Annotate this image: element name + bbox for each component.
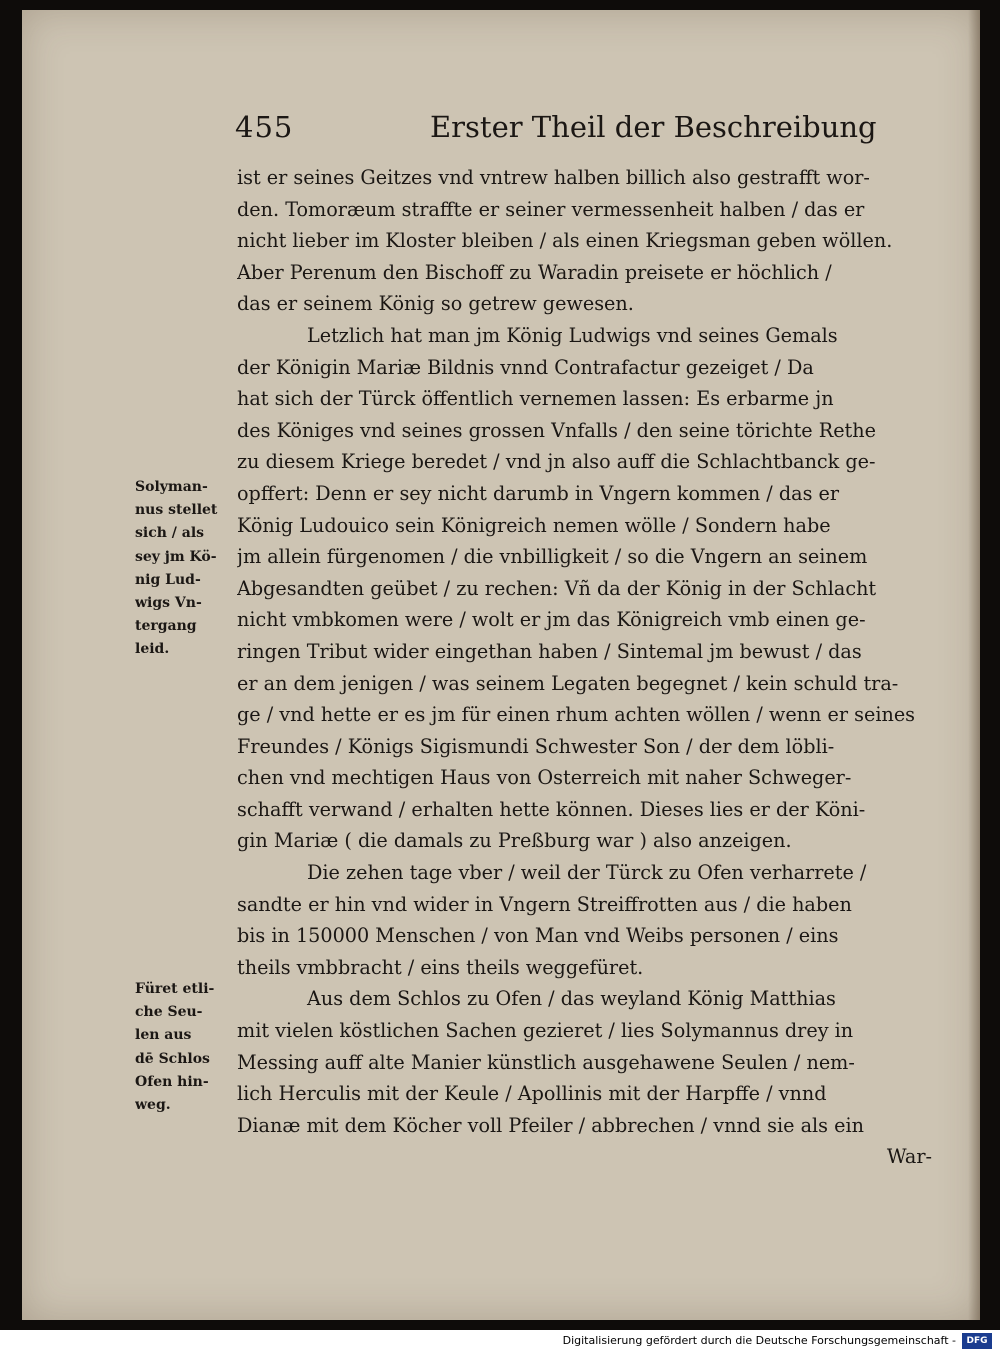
text-line: schafft verwand / erhalten hette können. Dieses lies er der Köni- (237, 797, 866, 821)
marginal-line: che Seu- (135, 1004, 203, 1021)
marginal-line: Füret etli- (135, 981, 215, 997)
text-line: Aber Perenum den Bischoff zu Waradin preisete er höchlich / (237, 260, 832, 284)
text-line: lich Herculis mit der Keule / Apollinis mit der Harpffe / vnnd (237, 1082, 827, 1106)
digitization-credit: Digitalisierung gefördert durch die Deutsche Forschungsgemeinschaft - (562, 1334, 956, 1347)
text-line: ge / vnd hette er es jm für einen rhum achten wöllen / wenn er seines (237, 703, 916, 727)
page-edge-shadow (968, 10, 980, 1320)
marginal-line: Ofen hin- (135, 1073, 209, 1090)
text-line: Messing auff alte Manier künstlich ausgehawene Seulen / nem- (237, 1050, 855, 1074)
marginal-line: tergang (135, 618, 197, 635)
page-header (235, 110, 877, 150)
text-line: gin Mariæ ( die damals zu Preßburg war ) also anzeigen. (237, 829, 792, 853)
text-line: er an dem jenigen / was seinem Legaten begegnet / kein schuld tra- (237, 671, 899, 695)
text-line: Die zehen tage vber / weil der Türck zu Ofen verharrete / (307, 861, 867, 885)
text-line: theils vmbbracht / eins theils weggefüret. (237, 955, 644, 979)
marginal-line: nus stellet (135, 502, 218, 519)
marginal-note (135, 476, 255, 662)
text-line: ringen Tribut wider eingethan haben / Sintemal jm bewust / das (237, 639, 862, 663)
dfg-logo: DFG (962, 1333, 992, 1349)
text-line: jm allein fürgenomen / die vnbilligkeit / so die Vngern an seinem (237, 545, 868, 569)
text-line: König Ludouico sein Königreich nemen wölle / Sondern habe (237, 513, 831, 537)
marginal-line: Solyman- (135, 479, 208, 495)
text-line: mit vielen köstlichen Sachen gezieret / lies Solymannus drey in (237, 1019, 854, 1043)
text-line: zu diesem Kriege beredet / vnd jn also auff die Schlachtbanck ge- (237, 450, 876, 474)
marginal-line: nig Lud- (135, 571, 201, 588)
page-number: 455 (235, 110, 294, 144)
text-line: nicht vmbkomen were / wolt er jm das Königreich vmb einen ge- (237, 608, 866, 632)
marginal-line: sey jm Kö- (135, 548, 217, 565)
text-line: Dianæ mit dem Köcher voll Pfeiler / abbrechen / vnnd sie als ein (237, 1113, 864, 1137)
body-text (237, 162, 957, 1173)
text-line: chen vnd mechtigen Haus von Osterreich mit naher Schweger- (237, 766, 852, 790)
marginal-line: len aus (135, 1027, 192, 1044)
text-line: des Königes vnd seines grossen Vnfalls / den seine törichte Rethe (237, 418, 876, 442)
marginal-line: sich / als (135, 525, 205, 542)
text-line: Abgesandten geübet / zu rechen: Vñ da der König in der Schlacht (237, 576, 877, 600)
catchword: War- (886, 1145, 932, 1169)
running-head: Erster Theil der Beschreibung (430, 110, 877, 144)
footer-bar (0, 1330, 1000, 1354)
text-line: der Königin Mariæ Bildnis vnnd Contrafactur gezeiget / Da (237, 355, 814, 379)
marginal-note (135, 978, 255, 1117)
text-line: das er seinem König so getrew gewesen. (237, 292, 634, 316)
text-line: nicht lieber im Kloster bleiben / als einen Kriegsman geben wöllen. (237, 229, 893, 253)
text-line: hat sich der Türck öffentlich vernemen lassen: Es erbarme jn (237, 387, 834, 411)
marginal-line: dē Schlos (135, 1050, 210, 1067)
text-line: Letzlich hat man jm König Ludwigs vnd seines Gemals (307, 323, 838, 347)
marginal-line: weg. (135, 1096, 171, 1113)
text-line: Aus dem Schlos zu Ofen / das weyland König Matthias (307, 987, 836, 1011)
marginal-line: leid. (135, 641, 170, 658)
text-line: bis in 150000 Menschen / von Man vnd Weibs personen / eins (237, 924, 839, 948)
text-line: opffert: Denn er sey nicht darumb in Vngern kommen / das er (237, 481, 840, 505)
text-line: Freundes / Königs Sigismundi Schwester Son / der dem löbli- (237, 734, 835, 758)
marginal-line: wigs Vn- (135, 594, 202, 611)
text-line: ist er seines Geitzes vnd vntrew halben billich also gestrafft wor- (237, 166, 870, 189)
text-line: sandte er hin vnd wider in Vngern Streiffrotten aus / die haben (237, 892, 852, 916)
text-line: den. Tomoræum straffte er seiner vermessenheit halben / das er (237, 197, 865, 221)
